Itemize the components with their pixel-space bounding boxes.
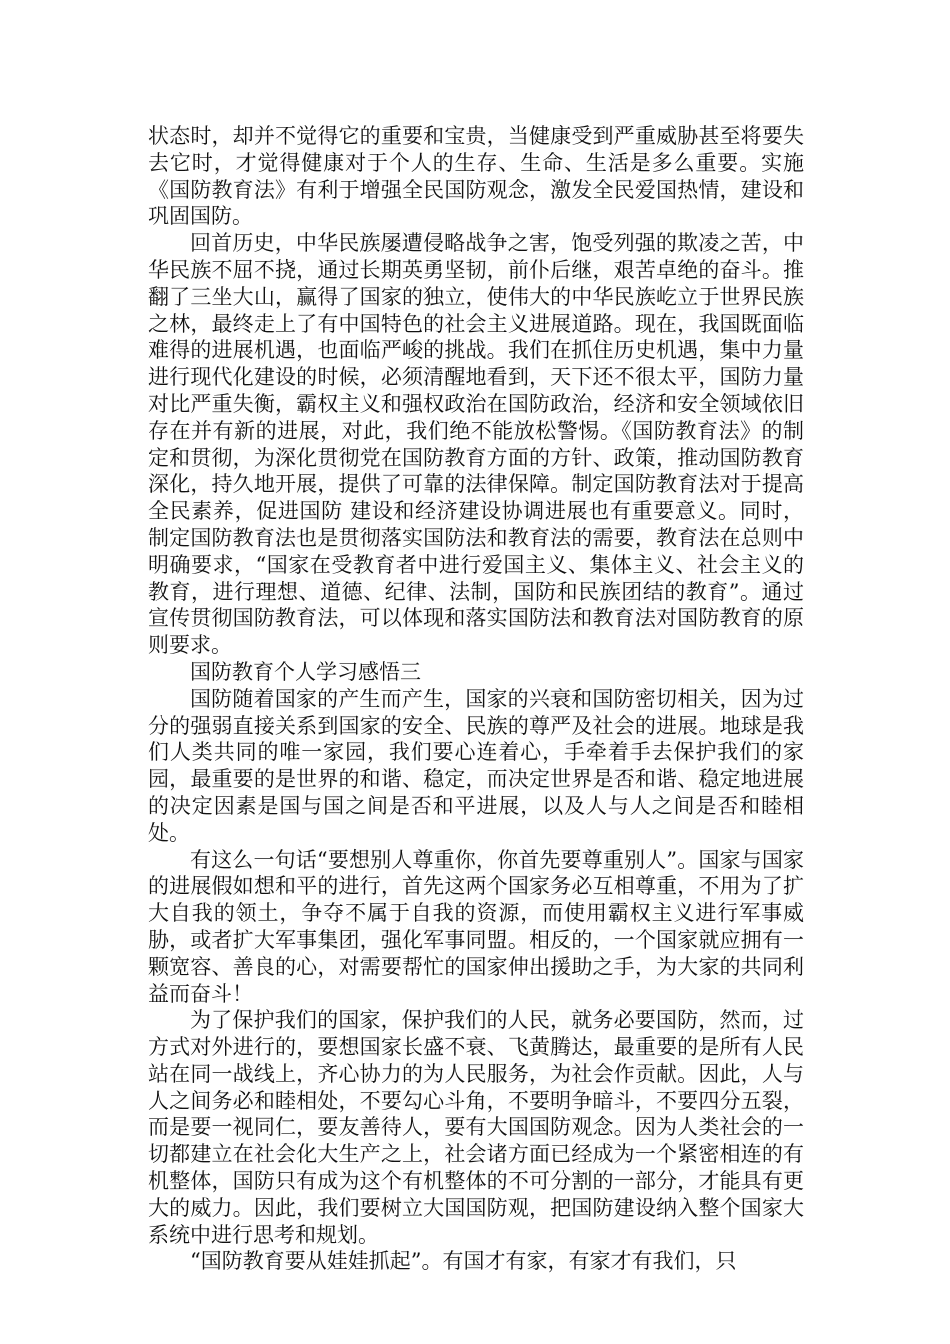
paragraph-1: 状态时，却并不觉得它的重要和宝贵，当健康受到严重威胁甚至将要失去它时，才觉得健康对于个人的生存、生命、生活是多么重要。实施《国防教育法》有利于增强全民国防观念，激发全民爱国热情，建设和巩固国防。 [148, 124, 804, 229]
section-heading: 国防教育个人学习感悟三 [190, 659, 421, 684]
paragraph-4: 有这么一句话“要想别人尊重你，你首先要尊重别人”。国家与国家的进展假如想和平的进行，首先这两个国家务必互相尊重，不用为了扩大自我的领土，争夺不属于自我的资源，而使用霸权主义进行军事威胁，或者扩大军事集团，强化军事同盟。相反的，一个国家就应拥有一颗宽容、善良的心，对需要帮忙的国家伸出援助之手，为大家的共同利益而奋斗！ [148, 847, 804, 1006]
document-page [148, 123, 804, 1275]
paragraph-2: 回首历史，中华民族屡遭侵略战争之害，饱受列强的欺凌之苦，中华民族不屈不挠，通过长期英勇坚韧，前仆后继，艰苦卓绝的奋斗。推翻了三坐大山，赢得了国家的独立，使伟大的中华民族屹立于世界民族之林，最终走上了有中国特色的社会主义进展道路。现在，我国既面临难得的进展机遇，也面临严峻的挑战。我们在抓住历史机遇，集中力量进行现代化建设的时候，必须清醒地看到，天下还不很太平，国防力量对比严重失衡，霸权主义和强权政治在国防政治，经济和安全领域依旧存在并有新的进展，对此，我们绝不能放松警惕。《国防教育法》的制定和贯彻，为深化贯彻党在国防教育方面的方针、政策，推动国防教育深化，持久地开展，提供了可靠的法律保障。制定国防教育法对于提高全民素养，促进国防 建设和经济建设协调进展也有重要意义。同时，制定国防教育法也是贯彻落实国防法和教育法的需要，教育法在总则中明确要求，“国家在受教育者中进行爱国主义、集体主义、社会主义的教育，进行理想、道德、纪律、法制，国防和民族团结的教育”。通过宣传贯彻国防教育法，可以体现和落实国防法和教育法对国防教育的原则要求。 [148, 231, 804, 658]
paragraph-5: 为了保护我们的国家，保护我们的人民，就务必要国防，然而，过方式对外进行的，要想国家长盛不衰、飞黄腾达，最重要的是所有人民站在同一战线上，齐心协力的为人民服务，为社会作贡献。因此，人与人之间务必和睦相处，不要勾心斗角，不要明争暗斗，不要四分五裂，而是要一视同仁，要友善待人，要有大国国防观念。因为人类社会的一切都建立在社会化大生产之上，社会诸方面已经成为一个紧密相连的有机整体，国防只有成为这个有机整体的不可分割的一部分，才能具有更大的威力。因此，我们要树立大国国防观，把国防建设纳入整个国家大系统中进行思考和规划。 [148, 1008, 804, 1247]
paragraph-3: 国防随着国家的产生而产生，国家的兴衰和国防密切相关，因为过分的强弱直接关系到国家的安全、民族的尊严及社会的进展。地球是我们人类共同的唯一家园，我们要心连着心，手牵着手去保护我们的家园，最重要的是世界的和谐、稳定，而决定世界是否和谐、稳定地进展的决定因素是国与国之间是否和平进展，以及人与人之间是否和睦相处。 [148, 686, 804, 845]
paragraph-6: “国防教育要从娃娃抓起”。有国才有家，有家才有我们，只 [190, 1249, 737, 1274]
